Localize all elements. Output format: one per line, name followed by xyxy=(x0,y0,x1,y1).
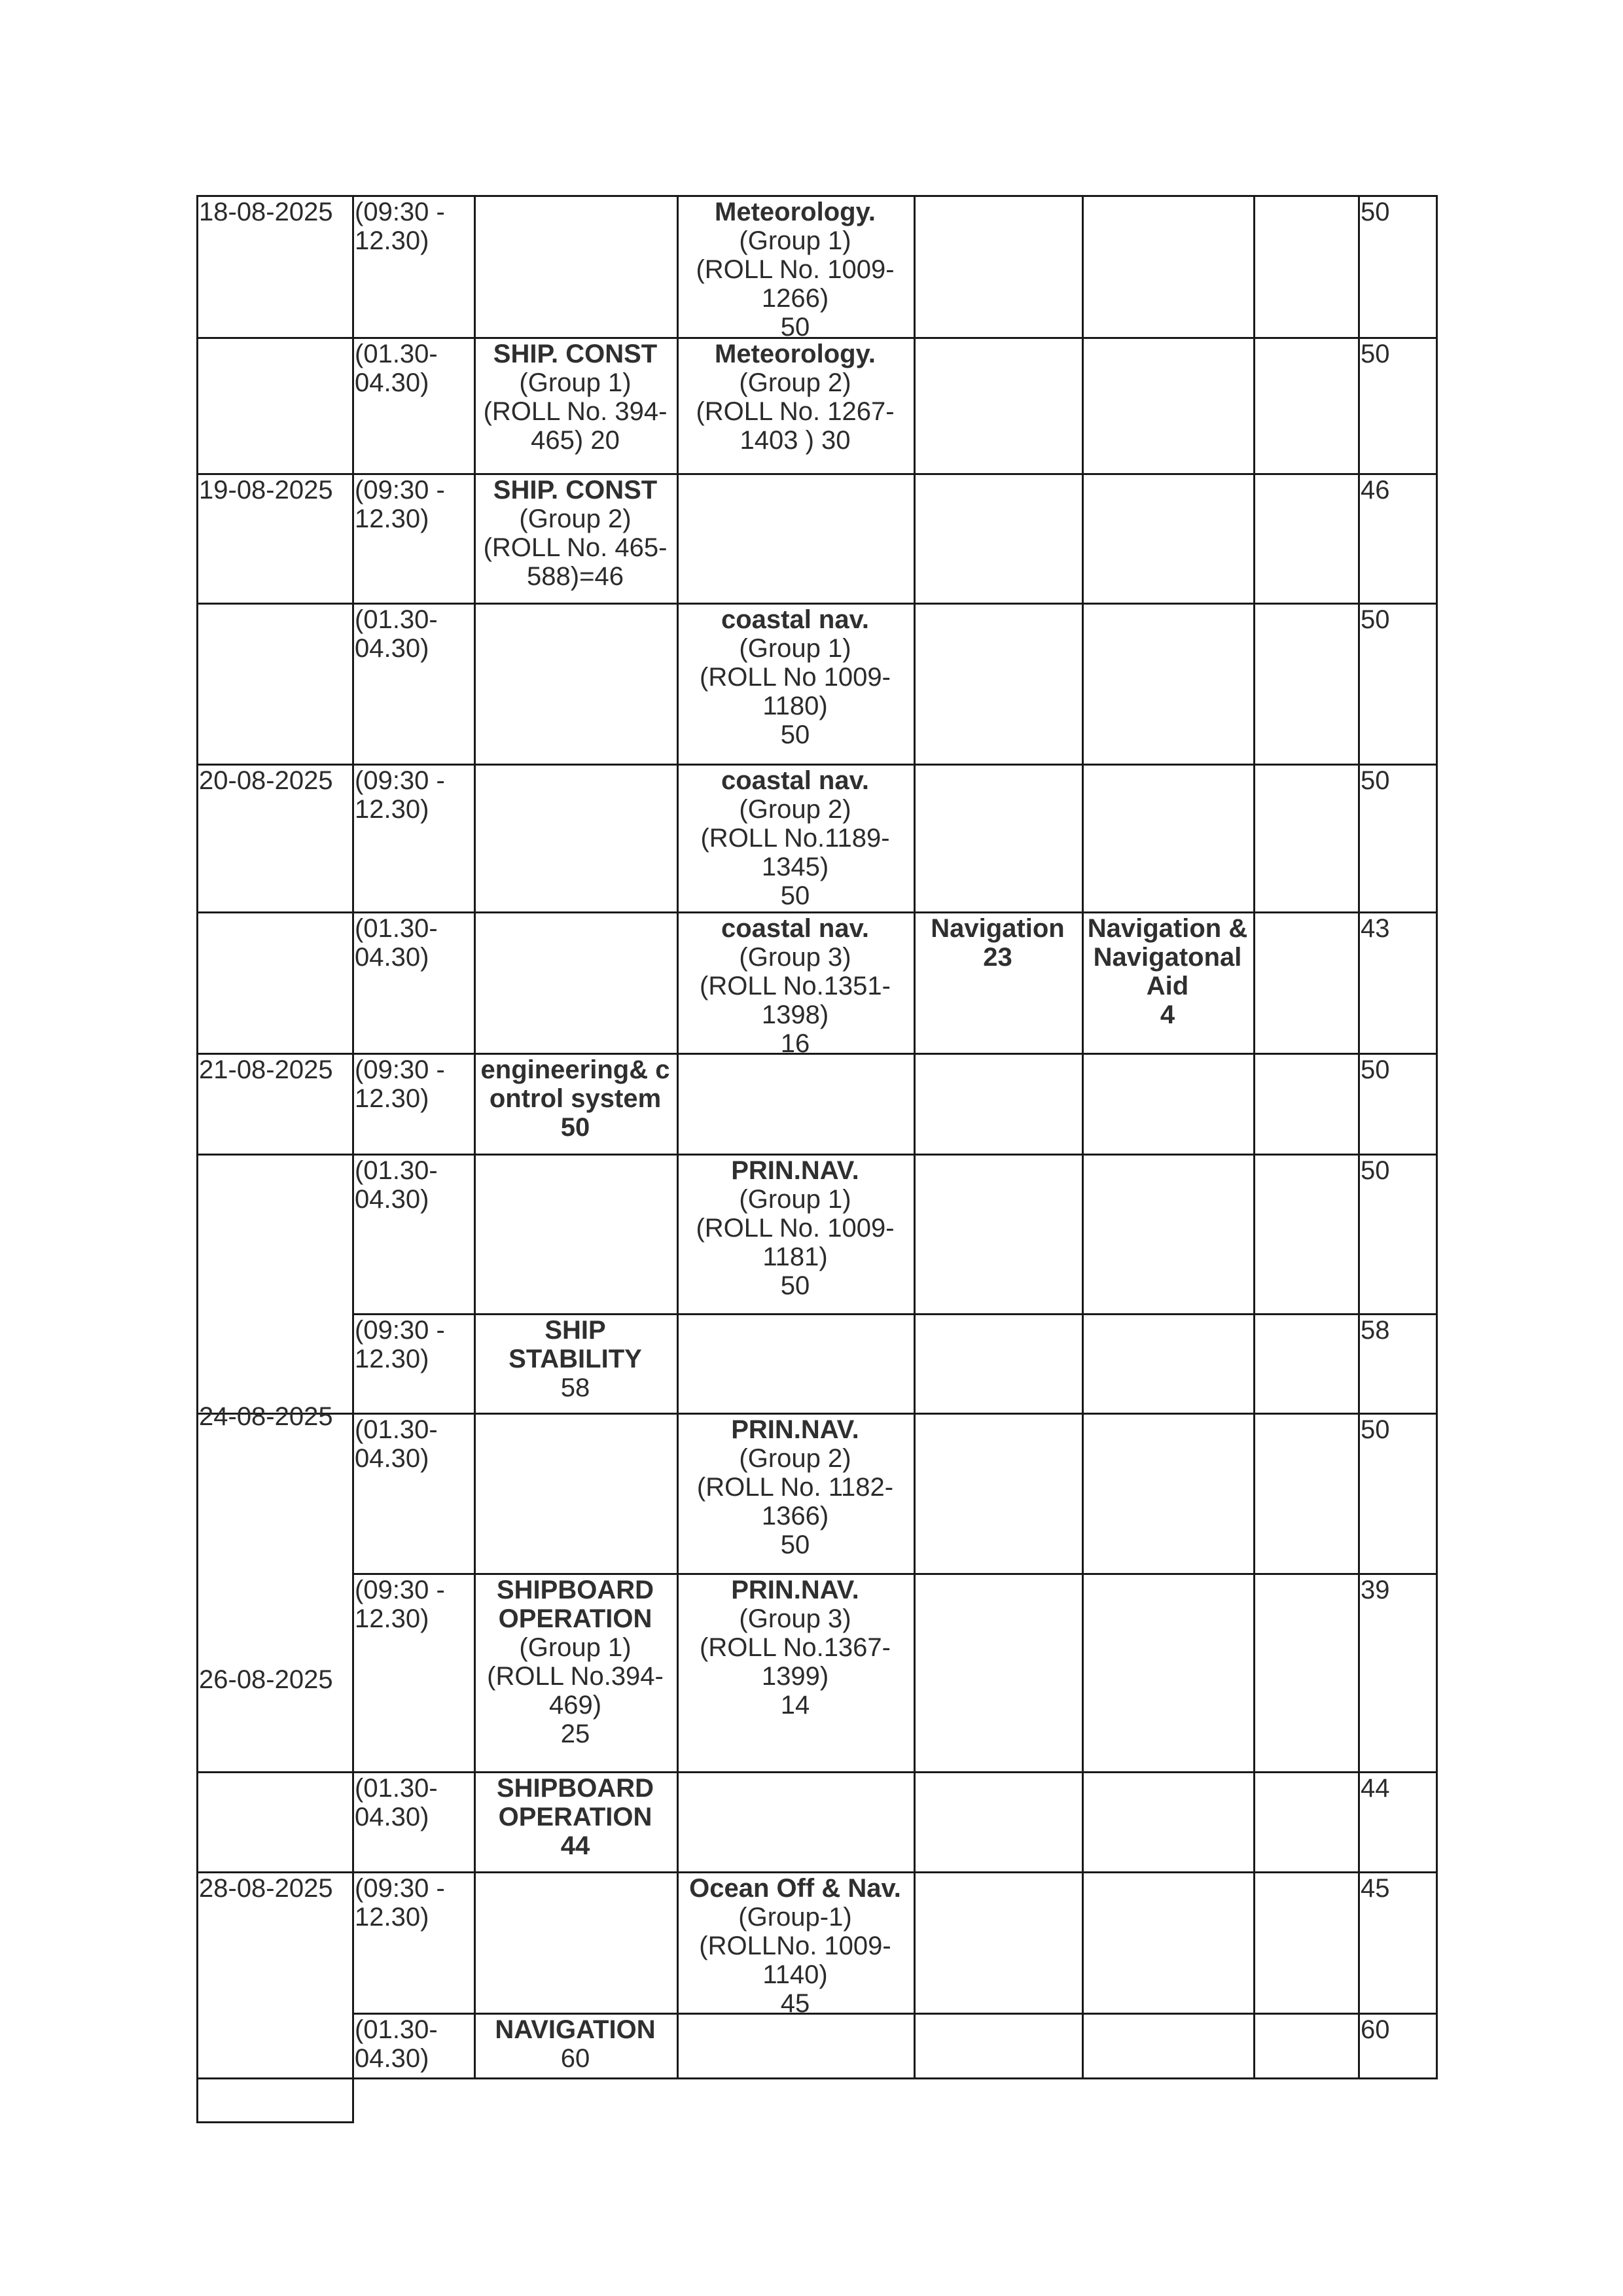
time-slot-cell xyxy=(352,1154,474,1313)
subject-cell-line: 23 xyxy=(983,943,1012,972)
table-rule xyxy=(196,2077,1438,2079)
time-slot-cell xyxy=(352,1313,474,1413)
time-slot-cell-line: 04.30) xyxy=(355,2044,429,2073)
time-slot-cell xyxy=(352,764,474,911)
time-slot-cell-line: (01.30- xyxy=(355,340,438,368)
subject-cell xyxy=(474,2013,677,2077)
time-slot-cell xyxy=(352,911,474,1053)
date-cell-26-08-2025: 26-08-2025 xyxy=(199,1665,333,1694)
subject-cell-line: (Group 1) xyxy=(519,1633,632,1662)
subject-cell-line: 1399) xyxy=(761,1662,829,1691)
time-slot-cell xyxy=(352,2013,474,2077)
total-count-cell: 50 xyxy=(1361,1415,1390,1444)
subject-cell-line: SHIPBOARD xyxy=(496,1774,654,1803)
subject-cell xyxy=(677,195,914,337)
table-rule xyxy=(196,2121,354,2123)
subject-cell xyxy=(474,1771,677,1871)
subject-cell-line: (Group 1) xyxy=(519,368,632,397)
subject-cell-line: SHIP. CONST xyxy=(493,476,658,504)
subject-cell-line: 465) 20 xyxy=(531,426,620,455)
time-slot-cell xyxy=(352,603,474,764)
subject-cell-line: (Group 2) xyxy=(739,1444,851,1473)
time-slot-cell-line: (09:30 - xyxy=(355,766,445,795)
subject-cell-line: coastal nav. xyxy=(721,914,870,943)
total-count-cell: 44 xyxy=(1361,1774,1390,1803)
subject-cell-line: (ROLL No. 465- xyxy=(483,533,668,562)
subject-cell xyxy=(677,337,914,473)
subject-cell-line: (Group-1) xyxy=(738,1903,852,1932)
total-count-cell: 46 xyxy=(1361,476,1390,504)
subject-cell-line: OPERATION xyxy=(498,1803,652,1831)
table-column-rule xyxy=(677,195,679,2079)
time-slot-cell-line: 12.30) xyxy=(355,1604,429,1633)
subject-cell-line: (ROLL No.1367- xyxy=(700,1633,891,1662)
total-count-cell: 50 xyxy=(1361,198,1390,226)
subject-cell-line: 50 xyxy=(780,1530,810,1559)
subject-cell-line: (ROLL No 1009- xyxy=(700,663,891,692)
total-count-cell: 58 xyxy=(1361,1316,1390,1345)
subject-cell-line: SHIP xyxy=(544,1316,606,1345)
subject-cell-line: Meteorology. xyxy=(715,198,876,226)
subject-cell-line: STABILITY xyxy=(508,1345,642,1373)
subject-cell xyxy=(474,1313,677,1413)
time-slot-cell-line: 04.30) xyxy=(355,1803,429,1831)
subject-cell-line: SHIPBOARD xyxy=(496,1576,654,1604)
subject-cell-line: (Group 2) xyxy=(739,795,851,824)
time-slot-cell xyxy=(352,1871,474,2013)
subject-cell-line: 4 xyxy=(1160,1000,1175,1029)
subject-cell-line: coastal nav. xyxy=(721,766,870,795)
time-slot-cell-line: (01.30- xyxy=(355,1415,438,1444)
subject-cell-line: (ROLL No. 394- xyxy=(483,397,668,426)
subject-cell-line: Aid xyxy=(1146,972,1189,1000)
subject-cell-line: 50 xyxy=(780,881,810,910)
subject-cell-line: (ROLL No.1189- xyxy=(700,824,890,853)
time-slot-cell xyxy=(352,473,474,603)
subject-cell-line: 469) xyxy=(548,1691,602,1720)
time-slot-cell xyxy=(352,1413,474,1573)
subject-cell xyxy=(474,1053,677,1154)
time-slot-cell-line: (01.30- xyxy=(355,2015,438,2044)
time-slot-cell-line: 12.30) xyxy=(355,1903,429,1932)
total-count-cell: 50 xyxy=(1361,766,1390,795)
subject-cell-line: 50 xyxy=(780,720,810,749)
subject-cell-line: 44 xyxy=(560,1831,590,1860)
subject-cell-line: 14 xyxy=(780,1691,810,1720)
subject-cell-line: PRIN.NAV. xyxy=(731,1156,859,1185)
total-count-cell: 50 xyxy=(1361,1156,1390,1185)
subject-cell-line: (Group 1) xyxy=(739,1185,851,1214)
subject-cell-line: 50 xyxy=(560,1113,590,1142)
time-slot-cell-line: 04.30) xyxy=(355,634,429,663)
subject-cell-line: 45 xyxy=(780,1989,810,2013)
subject-cell-line: (ROLL No.1351- xyxy=(700,972,891,1000)
subject-cell-line: (ROLL No.394- xyxy=(487,1662,664,1691)
time-slot-cell-line: (09:30 - xyxy=(355,1874,445,1903)
date-cell: 20-08-2025 xyxy=(199,766,333,795)
subject-cell xyxy=(914,911,1082,1053)
total-count-cell: 50 xyxy=(1361,340,1390,368)
subject-cell-line: (ROLL No. 1009- xyxy=(696,1214,895,1243)
subject-cell-line: (ROLL No. 1009- xyxy=(696,255,895,284)
subject-cell xyxy=(677,764,914,911)
subject-cell-line: Navigatonal xyxy=(1093,943,1242,972)
subject-cell-line: (ROLL No. 1182- xyxy=(696,1473,894,1502)
subject-cell-line: SHIP. CONST xyxy=(493,340,658,368)
date-cell: 19-08-2025 xyxy=(199,476,333,504)
subject-cell-line: 1181) xyxy=(762,1243,828,1271)
subject-cell-line: 588)=46 xyxy=(527,562,624,591)
subject-cell-line: (ROLL No. 1267- xyxy=(696,397,895,426)
time-slot-cell-line: 04.30) xyxy=(355,1444,429,1473)
subject-cell xyxy=(677,911,914,1053)
time-slot-cell xyxy=(352,1771,474,1871)
total-count-cell: 50 xyxy=(1361,605,1390,634)
subject-cell-line: (ROLLNo. 1009- xyxy=(699,1932,891,1960)
table-column-rule xyxy=(914,195,916,2079)
subject-cell xyxy=(677,603,914,764)
subject-cell-line: ontrol system xyxy=(489,1084,662,1113)
total-count-cell: 50 xyxy=(1361,1055,1390,1084)
subject-cell-line: (Group 2) xyxy=(739,368,851,397)
subject-cell xyxy=(677,1413,914,1573)
time-slot-cell xyxy=(352,195,474,337)
date-cell: 21-08-2025 xyxy=(199,1055,333,1084)
total-count-cell: 39 xyxy=(1361,1576,1390,1604)
subject-cell-line: (Group 2) xyxy=(519,504,632,533)
time-slot-cell-line: (09:30 - xyxy=(355,1055,445,1084)
time-slot-cell-line: 04.30) xyxy=(355,368,429,397)
time-slot-cell-line: (01.30- xyxy=(355,1156,438,1185)
time-slot-cell xyxy=(352,1053,474,1154)
subject-cell-line: PRIN.NAV. xyxy=(731,1415,859,1444)
table-column-rule xyxy=(1082,195,1084,2079)
subject-cell-line: 25 xyxy=(560,1720,590,1748)
date-cell: 18-08-2025 xyxy=(199,198,333,226)
time-slot-cell-line: 12.30) xyxy=(355,1084,429,1113)
subject-cell-line: 1398) xyxy=(761,1000,829,1029)
subject-cell-line: Navigation & xyxy=(1087,914,1248,943)
subject-cell xyxy=(474,473,677,603)
time-slot-cell-line: (09:30 - xyxy=(355,476,445,504)
subject-cell-line: 58 xyxy=(560,1373,590,1402)
total-count-cell: 43 xyxy=(1361,914,1390,943)
time-slot-cell-line: (01.30- xyxy=(355,1774,438,1803)
subject-cell-line: 1180) xyxy=(762,692,828,720)
subject-cell xyxy=(474,337,677,473)
subject-cell-line: Ocean Off & Nav. xyxy=(689,1874,901,1903)
time-slot-cell xyxy=(352,1573,474,1771)
subject-cell-line: 16 xyxy=(780,1029,810,1053)
subject-cell-line: 50 xyxy=(780,313,810,337)
subject-cell-line: (Group 1) xyxy=(739,634,851,663)
time-slot-cell-line: 04.30) xyxy=(355,943,429,972)
subject-cell-line: 60 xyxy=(560,2044,590,2073)
subject-cell-line: 1366) xyxy=(761,1502,829,1530)
subject-cell-line: 1345) xyxy=(761,853,829,881)
subject-cell-line: PRIN.NAV. xyxy=(731,1576,859,1604)
subject-cell-line: (Group 3) xyxy=(739,943,851,972)
subject-cell-line: coastal nav. xyxy=(721,605,870,634)
subject-cell xyxy=(677,1871,914,2013)
time-slot-cell-line: 12.30) xyxy=(355,795,429,824)
time-slot-cell-line: 12.30) xyxy=(355,226,429,255)
time-slot-cell-line: 12.30) xyxy=(355,504,429,533)
subject-cell-line: (Group 3) xyxy=(739,1604,851,1633)
subject-cell-line: 1403 ) 30 xyxy=(740,426,851,455)
subject-cell-line: OPERATION xyxy=(498,1604,652,1633)
total-count-cell: 45 xyxy=(1361,1874,1390,1903)
date-cell-24-08-2025: 24-08-2025 xyxy=(199,1402,333,1431)
subject-cell-line: NAVIGATION xyxy=(495,2015,656,2044)
subject-cell-line: 1140) xyxy=(762,1960,828,1989)
time-slot-cell-line: (09:30 - xyxy=(355,198,445,226)
date-cell: 28-08-2025 xyxy=(199,1874,333,1903)
table-column-rule xyxy=(1436,195,1438,2079)
subject-cell-line: 1266) xyxy=(761,284,829,313)
time-slot-cell-line: (09:30 - xyxy=(355,1576,445,1604)
subject-cell xyxy=(677,1573,914,1771)
time-slot-cell-line: (01.30- xyxy=(355,914,438,943)
subject-cell xyxy=(677,1154,914,1313)
time-slot-cell-line: (09:30 - xyxy=(355,1316,445,1345)
subject-cell-line: (Group 1) xyxy=(739,226,851,255)
subject-cell xyxy=(1082,911,1253,1053)
time-slot-cell-line: 12.30) xyxy=(355,1345,429,1373)
time-slot-cell-line: (01.30- xyxy=(355,605,438,634)
subject-cell-line: engineering& c xyxy=(480,1055,670,1084)
subject-cell-line: Navigation xyxy=(931,914,1065,943)
table-column-rule xyxy=(1253,195,1255,2079)
time-slot-cell xyxy=(352,337,474,473)
time-slot-cell-line: 04.30) xyxy=(355,1185,429,1214)
total-count-cell: 60 xyxy=(1361,2015,1390,2044)
subject-cell-line: 50 xyxy=(780,1271,810,1300)
subject-cell xyxy=(474,1573,677,1771)
subject-cell-line: Meteorology. xyxy=(715,340,876,368)
